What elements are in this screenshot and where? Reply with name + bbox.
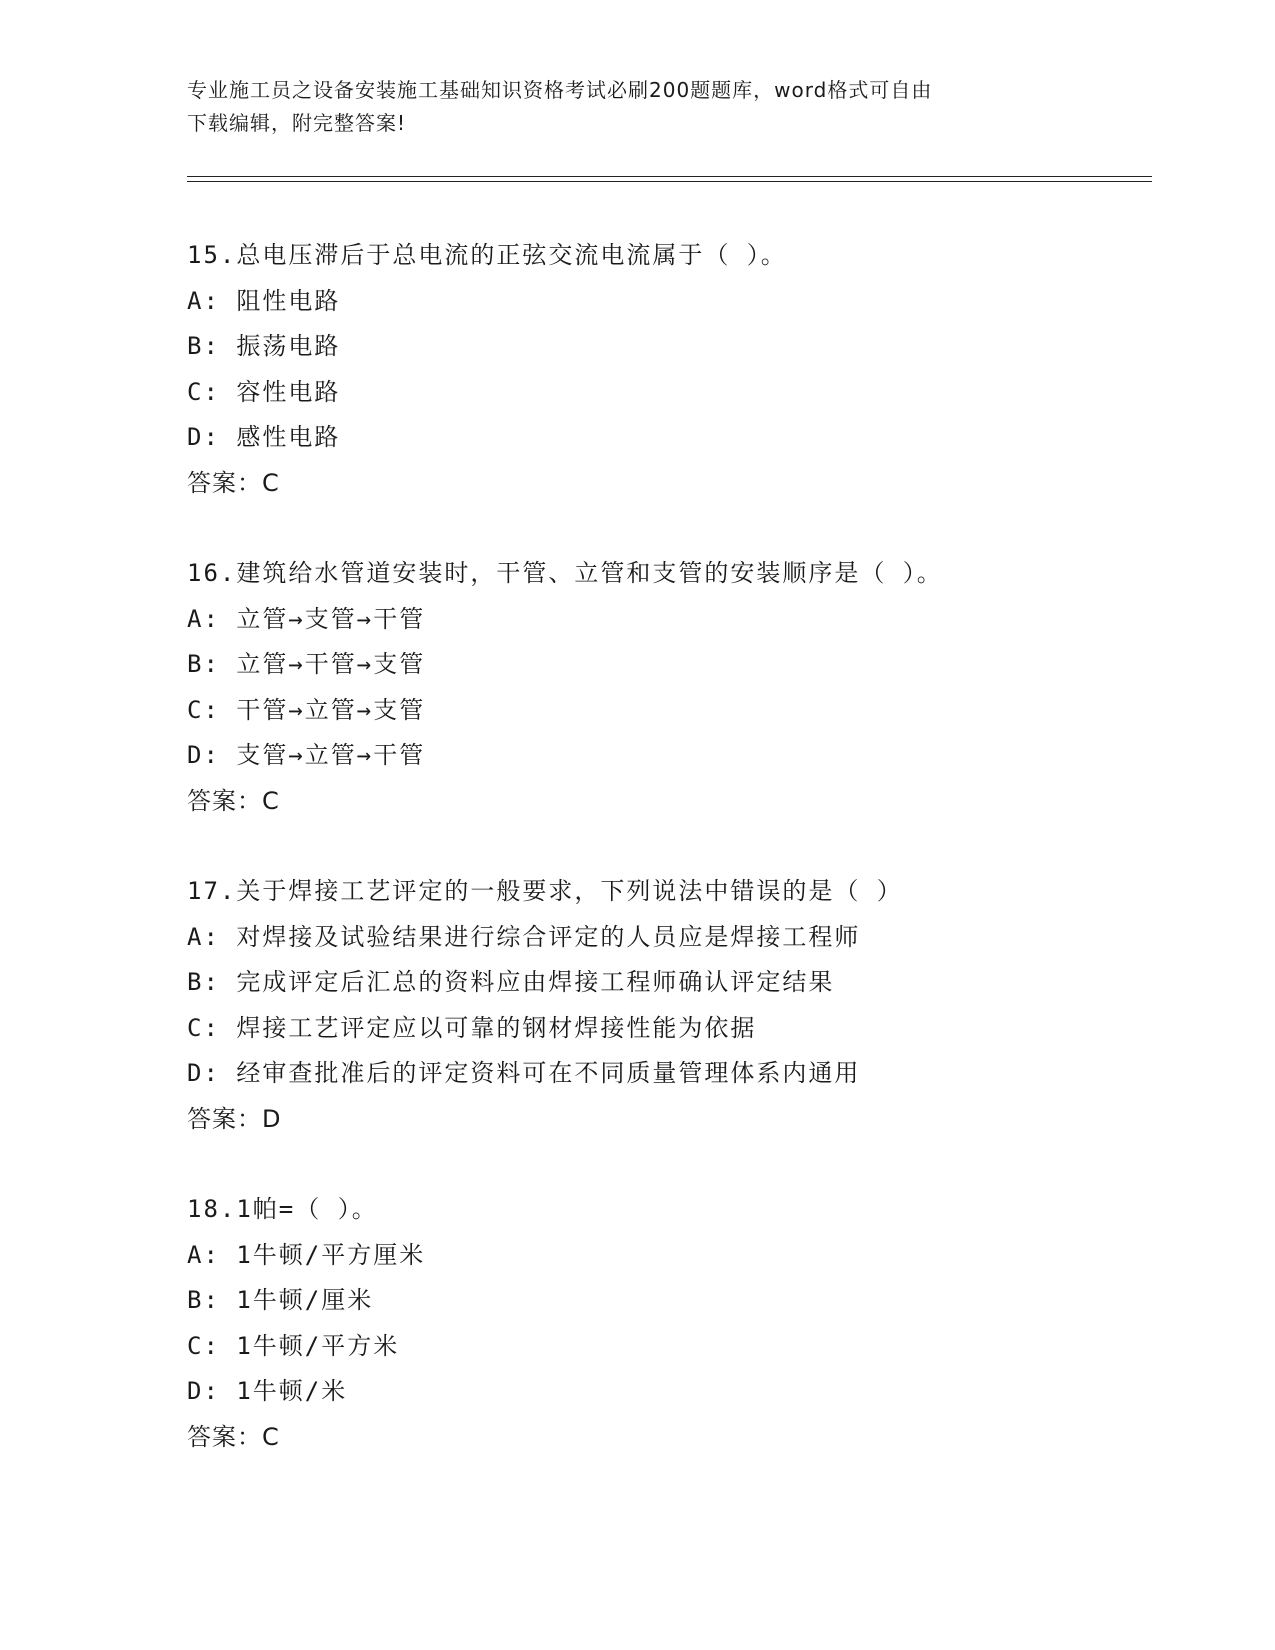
option-b: B: 立管→干管→支管 — [187, 650, 426, 679]
option-a: A: 1牛顿/平方厘米 — [187, 1240, 426, 1269]
option-d: D: 经审查批准后的评定资料可在不同质量管理体系内通用 — [187, 1059, 861, 1088]
answer: 答案：C — [187, 1422, 280, 1451]
option-d: D: 感性电路 — [187, 423, 341, 452]
option-a: A: 立管→支管→干管 — [187, 604, 426, 633]
question-18 — [187, 1187, 1187, 1461]
option-d: D: 1牛顿/米 — [187, 1377, 348, 1406]
option-b: B: 完成评定后汇总的资料应由焊接工程师确认评定结果 — [187, 968, 835, 997]
option-c: C: 1牛顿/平方米 — [187, 1331, 400, 1360]
question-15 — [187, 233, 1187, 507]
document-header — [187, 74, 1067, 140]
option-c: C: 焊接工艺评定应以可靠的钢材焊接性能为依据 — [187, 1013, 757, 1042]
option-b: B: 振荡电路 — [187, 332, 341, 361]
option-a: A: 对焊接及试验结果进行综合评定的人员应是焊接工程师 — [187, 922, 861, 951]
option-c: C: 干管→立管→支管 — [187, 695, 426, 724]
option-c: C: 容性电路 — [187, 377, 341, 406]
question-stem: 18.1帕=（ ）。 — [187, 1195, 378, 1223]
question-17 — [187, 869, 1187, 1143]
header-divider-bottom — [187, 181, 1152, 182]
question-stem: 17.关于焊接工艺评定的一般要求，下列说法中错误的是（ ） — [187, 877, 903, 905]
option-a: A: 阻性电路 — [187, 286, 341, 315]
option-d: D: 支管→立管→干管 — [187, 741, 426, 770]
question-16 — [187, 551, 1187, 825]
option-b: B: 1牛顿/厘米 — [187, 1286, 374, 1315]
answer: 答案：C — [187, 786, 280, 815]
question-stem: 15.总电压滞后于总电流的正弦交流电流属于（ ）。 — [187, 241, 787, 269]
header-divider-top — [187, 176, 1152, 177]
answer: 答案：C — [187, 468, 280, 497]
question-stem: 16.建筑给水管道安装时，干管、立管和支管的安装顺序是（ ）。 — [187, 559, 943, 587]
header-line-2: 下载编辑，附完整答案! — [187, 111, 407, 135]
answer: 答案：D — [187, 1104, 282, 1133]
header-line-1: 专业施工员之设备安装施工基础知识资格考试必刷200题题库，word格式可自由 — [187, 78, 933, 102]
